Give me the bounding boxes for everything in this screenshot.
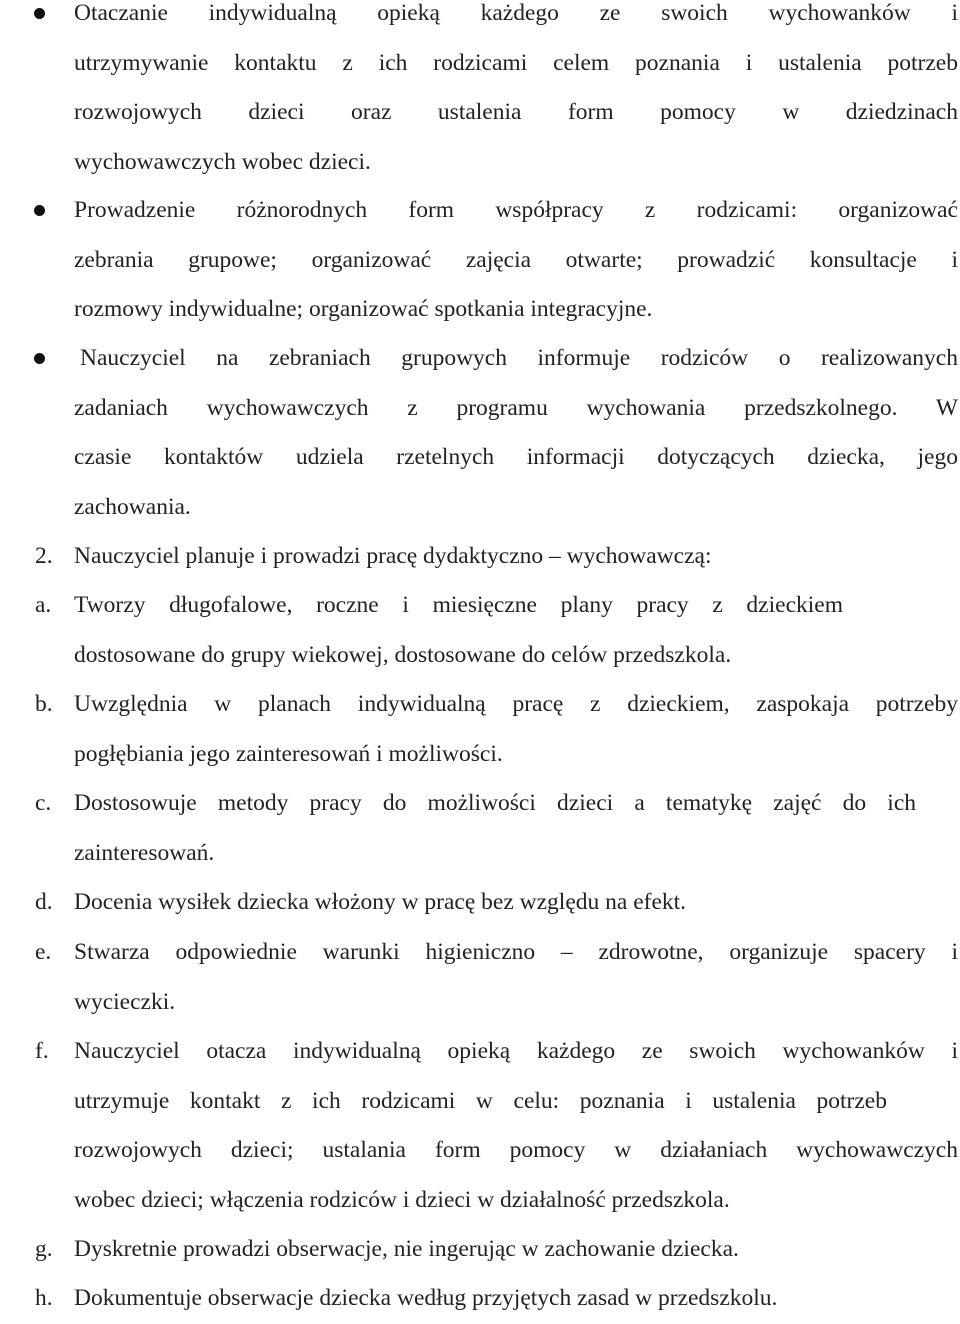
text-line: pogłębiania jego zainteresowań i możliwości. — [74, 740, 503, 767]
text-line: czasie kontaktów udziela rzetelnych informacji dotyczących dziecka, jego — [74, 444, 958, 470]
text-line: Stwarza odpowiednie warunki higieniczno – zdrowotne, organizuje spacery i — [74, 939, 958, 965]
list-item-letter: g. — [35, 1236, 53, 1262]
section-heading — [35, 532, 711, 581]
list-item-letter: d. — [35, 889, 53, 915]
text-line: rozwojowych dzieci oraz ustalenia form pomocy w dziedzinach — [74, 99, 958, 125]
bullet-text — [74, 186, 958, 335]
text-line: utrzymywanie kontaktu z ich rodzicami celem poznania i ustalenia potrzeb — [74, 49, 958, 76]
list-item-text — [74, 779, 958, 878]
text-line: Otaczanie indywidualną opieką każdego ze swoich wychowanków i — [74, 0, 958, 26]
list-item-letter: b. — [35, 691, 53, 717]
list-item-text — [74, 928, 958, 1027]
text-line: wychowawczych wobec dzieci. — [74, 148, 371, 175]
section-number: 2. — [35, 543, 53, 569]
text-line: zachowania. — [74, 493, 191, 520]
list-item-text — [74, 680, 958, 779]
text-line: wycieczki. — [74, 988, 176, 1015]
list-item-text — [74, 1274, 958, 1324]
list-item-text — [74, 1027, 958, 1225]
list-item-letter: f. — [35, 1038, 49, 1064]
list-item-letter: e. — [35, 939, 52, 965]
text-line: Dostosowuje metody pracy do możliwości dzieci a tematykę zajęć do ich — [74, 790, 916, 816]
text-line: zainteresowań. — [74, 839, 215, 866]
list-item-text — [74, 581, 958, 680]
text-line: Dyskretnie prowadzi obserwacje, nie ingerując w zachowanie dziecka. — [74, 1236, 739, 1262]
list-item-text — [74, 1225, 958, 1275]
text-line: Dokumentuje obserwacje dziecka według przyjętych zasad w przedszkolu. — [74, 1285, 778, 1311]
text-line: Prowadzenie różnorodnych form współpracy z rodzicami: organizować — [74, 197, 958, 223]
text-line: Nauczyciel na zebraniach grupowych informuje rodziców o realizowanych — [80, 345, 958, 371]
list-item-text — [74, 878, 958, 928]
list-item-letter: h. — [35, 1285, 53, 1311]
text-line: Nauczyciel otacza indywidualną opieką każdego ze swoich wychowanków i — [74, 1038, 958, 1064]
list-item-letter: c. — [35, 790, 52, 816]
text-line: Docenia wysiłek dziecka włożony w pracę bez względu na efekt. — [74, 889, 687, 915]
bullet-icon — [34, 8, 45, 19]
text-line: rozwojowych dzieci; ustalania form pomocy w działaniach wychowawczych — [74, 1137, 958, 1163]
bullet-text — [74, 0, 958, 187]
text-line: Uwzględnia w planach indywidualną pracę z dzieckiem, zaspokaja potrzeby — [74, 691, 958, 717]
list-item-letter: a. — [35, 592, 52, 618]
text-line: zebrania grupowe; organizować zajęcia otwarte; prowadzić konsultacje i — [74, 246, 958, 273]
bullet-icon — [34, 353, 45, 364]
bullet-icon — [34, 205, 45, 216]
text-line: Tworzy długofalowe, roczne i miesięczne plany pracy z dzieckiem — [74, 592, 843, 618]
text-line: rozmowy indywidualne; organizować spotkania integracyjne. — [74, 296, 653, 322]
text-line: utrzymuje kontakt z ich rodzicami w celu: poznania i ustalenia potrzeb — [74, 1087, 887, 1114]
text-line: wobec dzieci; włączenia rodziców i dzieci w działalność przedszkola. — [74, 1186, 730, 1213]
bullet-text — [74, 334, 958, 532]
text-line: zadaniach wychowawczych z programu wychowania przedszkolnego. W — [74, 394, 958, 421]
text-line: dostosowane do grupy wiekowej, dostosowane do celów przedszkola. — [74, 641, 732, 668]
section-title: Nauczyciel planuje i prowadzi pracę dydaktyczno – wychowawczą: — [74, 543, 712, 569]
